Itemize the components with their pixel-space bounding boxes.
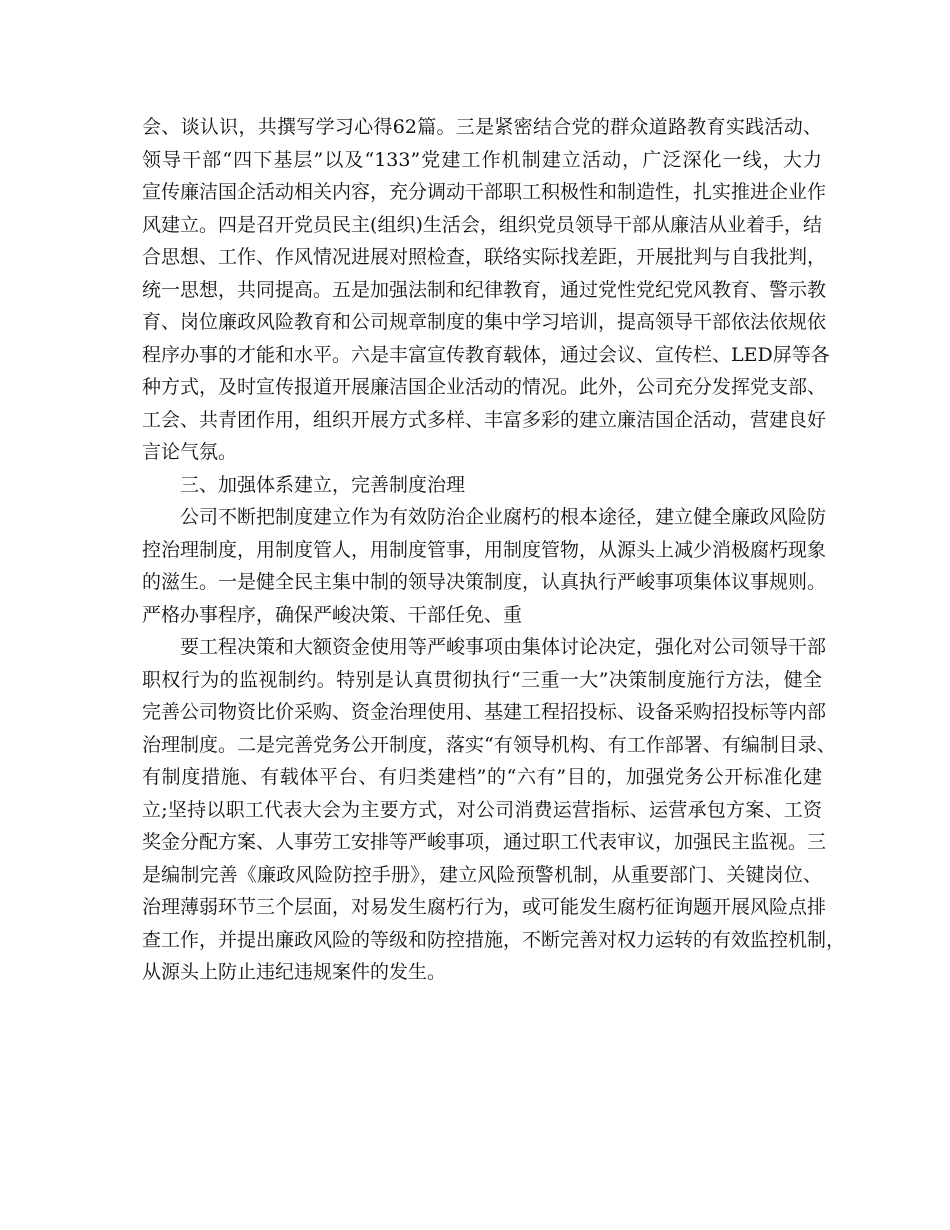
- body-line: 风建立。四是召开党员民主(组织)生活会，组织党员领导干部从廉洁从业着手，结: [142, 213, 822, 236]
- body-line: 从源头上防止违纪违规案件的发生。: [142, 961, 447, 983]
- body-line: 宣传廉洁国企活动相关内容，充分调动干部职工积极性和制造性，扎实推进企业作: [142, 181, 827, 203]
- body-line: 有制度措施、有载体平台、有归类建档”的“六有”目的，加强党务公开标准化建: [142, 766, 822, 788]
- section-heading: 三、加强体系建立，完善制度治理: [180, 473, 466, 496]
- body-line: 是编制完善《廉政风险防控手册》，建立风险预警机制，从重要部门、关键岗位、: [142, 863, 822, 886]
- document-body: [142, 111, 846, 989]
- body-line: 立;坚持以职工代表大会为主要方式，对公司消费运营指标、运营承包方案、工资: [142, 798, 822, 821]
- body-line: 工会、共青团作用，组织开展方式多样、丰富多彩的建立廉洁国企活动，营建良好: [142, 408, 827, 431]
- body-line: 控治理制度，用制度管人，用制度管事，用制度管物，从源头上减少消极腐朽现象: [142, 538, 827, 561]
- body-line: 完善公司物资比价采购、资金治理使用、基建工程招投标、设备采购招投标等内部: [142, 701, 827, 723]
- body-line: 种方式，及时宣传报道开展廉洁国企业活动的情况。此外，公司充分发挥党支部、: [142, 376, 827, 398]
- body-line: 的滋生。一是健全民主集中制的领导决策制度，认真执行严峻事项集体议事规则。: [142, 571, 827, 593]
- body-line: 治理薄弱环节三个层面，对易发生腐朽行为，或可能发生腐朽征询题开展风险点排: [142, 896, 827, 918]
- body-line: 严格办事程序，确保严峻决策、干部任免、重: [142, 603, 523, 626]
- body-line: 治理制度。二是完善党务公开制度，落实“有领导机构、有工作部署、有编制目录、: [142, 733, 836, 756]
- body-line: 查工作，并提出廉政风险的等级和防控措施，不断完善对权力运转的有效监控机制，: [142, 928, 846, 951]
- paragraph-first-line: 要工程决策和大额资金使用等严峻事项由集体讨论决定，强化对公司领导干部: [180, 636, 827, 658]
- body-line: 领导干部“四下基层”以及“133”党建工作机制建立活动，广泛深化一线，大力: [142, 148, 822, 171]
- body-line: 统一思想，共同提高。五是加强法制和纪律教育，通过党性党纪党风教育、警示教: [142, 278, 827, 301]
- body-line: 程序办事的才能和水平。六是丰富宣传教育载体，通过会议、宣传栏、LED屏等各: [142, 343, 830, 366]
- body-line: 育、岗位廉政风险教育和公司规章制度的集中学习培训，提高领导干部依法依规依: [142, 311, 827, 333]
- body-line: 职权行为的监视制约。特别是认真贯彻执行“三重一大”决策制度施行方法，健全: [142, 668, 822, 691]
- body-line: 言论气氛。: [142, 441, 238, 463]
- body-line: 会、谈认识，共撰写学习心得62篇。三是紧密结合党的群众道路教育实践活动、: [142, 116, 822, 138]
- body-line: 奖金分配方案、人事劳工安排等严峻事项，通过职工代表审议，加强民主监视。三: [142, 831, 827, 853]
- paragraph-first-line: 公司不断把制度建立作为有效防治企业腐朽的根本途径，建立健全廉政风险防: [180, 506, 827, 528]
- body-line: 合思想、工作、作风情况进展对照检查，联络实际找差距，开展批判与自我批判，: [142, 246, 827, 268]
